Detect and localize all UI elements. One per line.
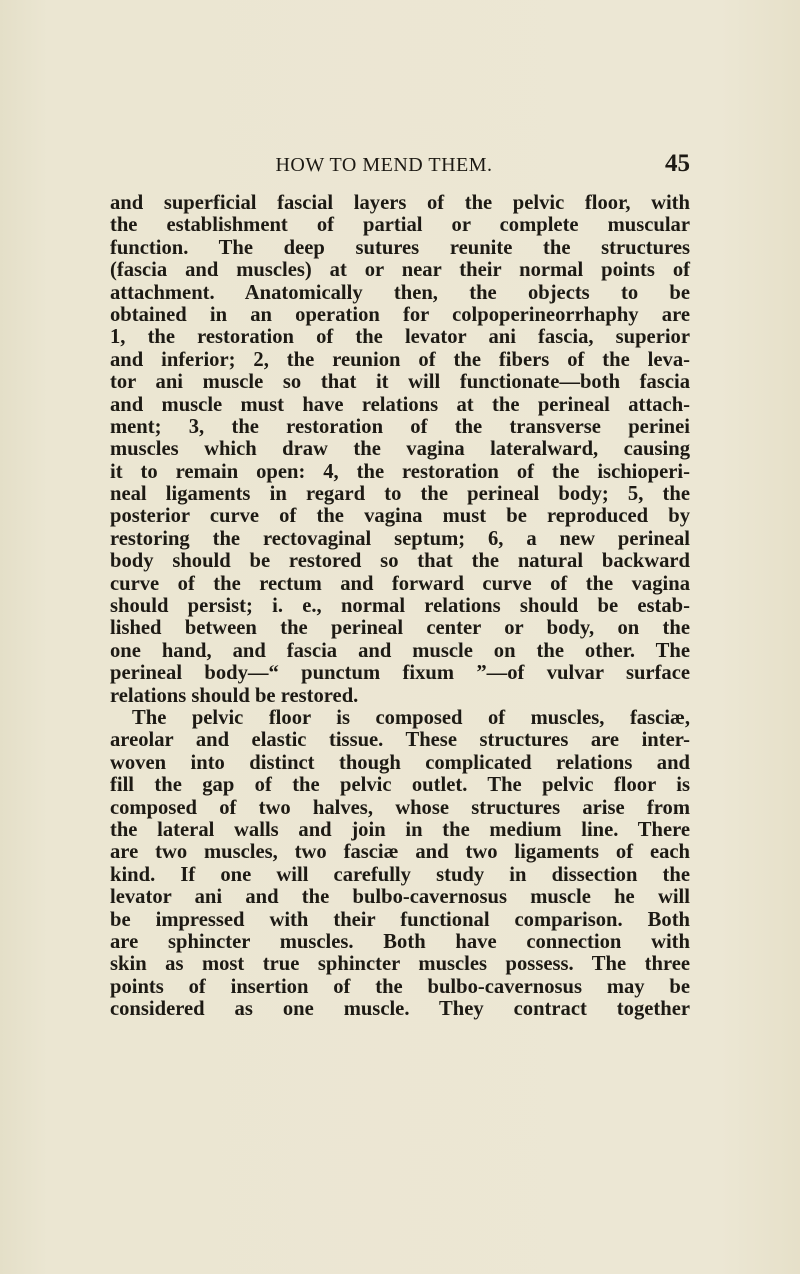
- running-title: HOW TO MEND THEM.: [275, 154, 493, 176]
- text-line: restoring the rectovaginal septum; 6, a new perineal: [110, 527, 690, 550]
- text-line: The pelvic floor is composed of muscles, fasciæ,: [132, 706, 690, 729]
- text-line: the lateral walls and join in the medium line. There: [110, 818, 690, 841]
- text-line: levator ani and the bulbo-cavernosus muscle he will: [110, 886, 690, 909]
- text-line: are sphincter muscles. Both have connection with: [110, 930, 690, 953]
- body-text: [110, 192, 690, 1020]
- text-line: obtained in an operation for colpoperineorrhaphy are: [110, 303, 690, 326]
- text-line: considered as one muscle. They contract together: [110, 998, 690, 1021]
- text-line: points of insertion of the bulbo-cavernosus may be: [110, 975, 690, 998]
- text-line: ment; 3, the restoration of the transverse perinei: [110, 415, 690, 438]
- text-line: and superficial fascial layers of the pelvic floor, with: [110, 192, 690, 214]
- text-line: tor ani muscle so that it will functionate—both fascia: [110, 371, 690, 394]
- text-line: areolar and elastic tissue. These structures are inter-: [110, 729, 690, 752]
- text-line: curve of the rectum and forward curve of the vagina: [110, 572, 690, 595]
- text-line: perineal body—“ punctum fixum ”—of vulvar surface: [110, 662, 690, 685]
- text-line: skin as most true sphincter muscles possess. The three: [110, 953, 690, 976]
- text-line: and muscle must have relations at the perineal attach-: [110, 393, 690, 416]
- text-line: and inferior; 2, the reunion of the fibers of the leva-: [110, 348, 690, 371]
- text-line: are two muscles, two fasciæ and two ligaments of each: [110, 841, 690, 864]
- text-line: function. The deep sutures reunite the structures: [110, 236, 690, 259]
- text-line: one hand, and fascia and muscle on the other. The: [110, 639, 690, 662]
- text-line: the establishment of partial or complete muscular: [110, 214, 690, 237]
- text-line: lished between the perineal center or body, on the: [110, 617, 690, 640]
- running-head: [110, 150, 690, 184]
- text-line: kind. If one will carefully study in dissection the: [110, 863, 690, 886]
- page-number: 45: [665, 150, 690, 177]
- text-line: composed of two halves, whose structures arise from: [110, 796, 690, 819]
- text-line: posterior curve of the vagina must be reproduced by: [110, 505, 690, 528]
- text-line: attachment. Anatomically then, the objects to be: [110, 281, 690, 304]
- text-line: 1, the restoration of the levator ani fascia, superior: [110, 326, 690, 349]
- text-line: woven into distinct though complicated relations and: [110, 751, 690, 774]
- text-line: (fascia and muscles) at or near their normal points of: [110, 259, 690, 282]
- text-line: fill the gap of the pelvic outlet. The pelvic floor is: [110, 774, 690, 797]
- text-line: it to remain open: 4, the restoration of the ischioperi-: [110, 460, 690, 483]
- text-line: should persist; i. e., normal relations should be estab-: [110, 595, 690, 618]
- text-line: muscles which draw the vagina lateralward, causing: [110, 438, 690, 461]
- text-line: body should be restored so that the natural backward: [110, 550, 690, 573]
- text-line: neal ligaments in regard to the perineal body; 5, the: [110, 483, 690, 506]
- text-line: be impressed with their functional comparison. Both: [110, 908, 690, 931]
- text-line: relations should be restored.: [110, 684, 359, 707]
